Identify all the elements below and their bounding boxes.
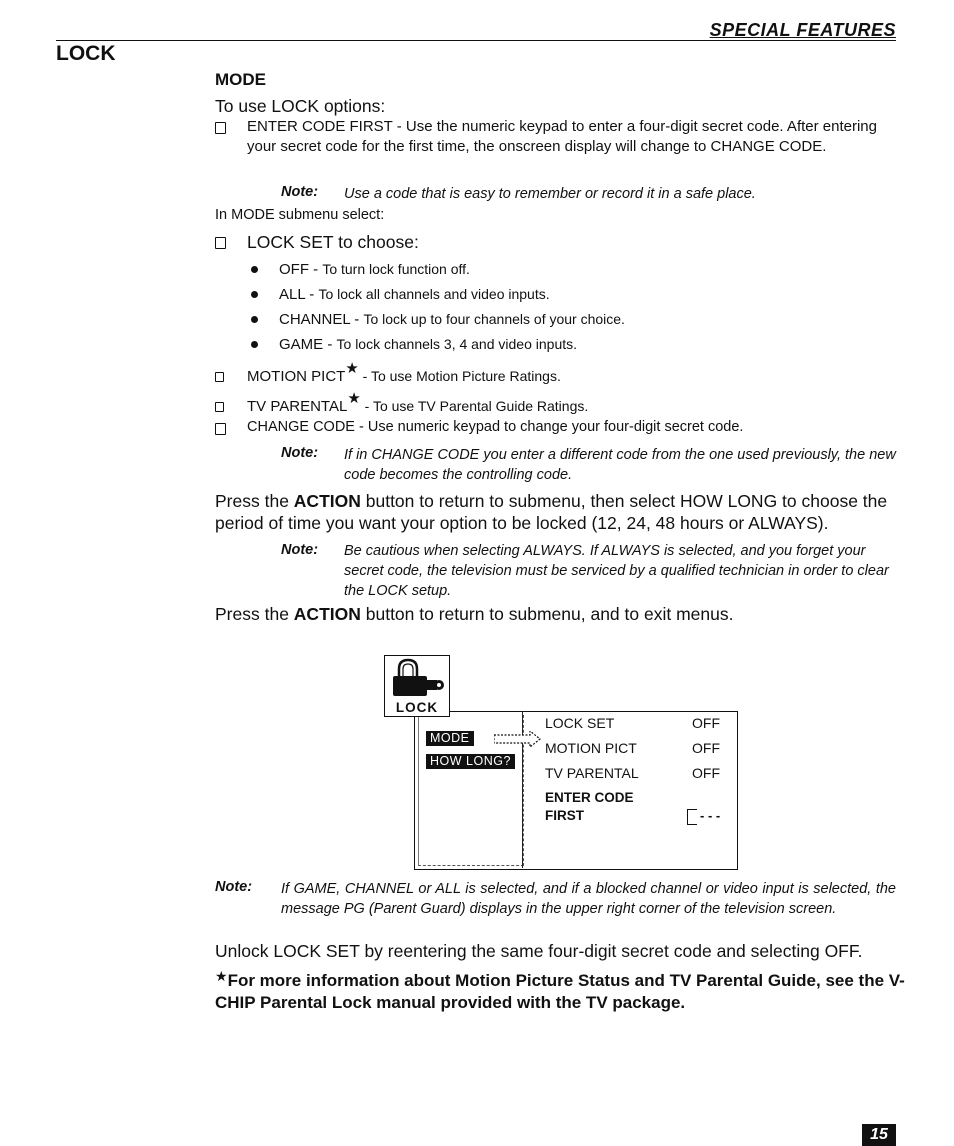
press-text: button to return to submenu, then select HOW LONG to choose the period of time you want your option to be locked (12, 24, 48 hours or ALWAYS). (215, 491, 888, 533)
note-text: Be cautious when selecting ALWAYS. If ALWAYS is selected, and you forget your secret code, the television must be serviced by a qualified technician in order to clear the LOCK setup. (344, 543, 889, 599)
first-label: FIRST (545, 808, 584, 823)
tv-parental-desc: - To use TV Parental Guide Ratings. (360, 398, 589, 414)
change-code-text: CHANGE CODE - Use numeric keypad to change your four-digit secret code. (247, 419, 744, 435)
note-label: Note: (281, 542, 319, 558)
code-cursor-icon (687, 809, 697, 825)
motion-pict-text (247, 360, 561, 385)
menu-row-value: OFF (692, 765, 720, 781)
star-icon: ★ (347, 390, 361, 407)
menu-row-value: OFF (692, 740, 720, 756)
enter-code-label: ENTER CODE (545, 790, 634, 805)
note-label: Note: (281, 445, 319, 461)
more-info-text (215, 970, 905, 1014)
note-text: Use a code that is easy to remember or record it in a safe place. (344, 186, 756, 202)
section-header: SPECIAL FEATURES (709, 20, 896, 40)
motion-pict-label: MOTION PICT (247, 368, 346, 385)
option-desc: To turn lock function off. (322, 261, 470, 277)
menu-row-label[interactable]: MOTION PICT (545, 740, 637, 756)
star-icon: ★ (215, 968, 228, 984)
option-name: OFF - (279, 261, 323, 278)
note-label: Note: (281, 184, 319, 200)
option-name: CHANNEL - (279, 311, 364, 328)
press-text: Press the (215, 491, 294, 511)
menu-item-how-long[interactable]: HOW LONG? (426, 754, 515, 769)
checkbox-square-icon (215, 402, 224, 412)
checkbox-square-icon (215, 423, 226, 435)
checkbox-square-icon (215, 122, 226, 134)
option-name: ALL - (279, 286, 319, 303)
bullet-icon (251, 291, 258, 298)
lock-set-text: LOCK SET to choose: (247, 232, 419, 252)
tv-parental-label: TV PARENTAL (247, 398, 348, 415)
action-keyword: ACTION (293, 604, 361, 624)
menu-row-value: OFF (692, 715, 720, 731)
option-game (279, 336, 577, 353)
mode-heading: MODE (215, 70, 266, 89)
mode-intro: To use LOCK options: (215, 96, 386, 116)
checkbox-square-icon (215, 372, 224, 382)
option-off (279, 261, 470, 278)
bullet-icon (251, 316, 258, 323)
note-label: Note: (215, 879, 253, 895)
unlock-text: Unlock LOCK SET by reentering the same four-digit secret code and selecting OFF. (215, 941, 863, 961)
option-desc: To lock up to four channels of your choice. (363, 311, 625, 327)
padlock-icon (385, 656, 449, 700)
menu-row-label[interactable]: TV PARENTAL (545, 765, 639, 781)
page-title: LOCK (56, 42, 116, 65)
header-rule (56, 40, 896, 41)
bullet-icon (251, 266, 258, 273)
more-info-body: For more information about Motion Picture Status and TV Parental Guide, see the V-CHIP Parental Lock manual provided with the TV package. (215, 971, 905, 1012)
press-text: Press the (215, 604, 294, 624)
note-text: If in CHANGE CODE you enter a different code from the one used previously, the new code becomes the controlling code. (344, 447, 896, 483)
press-text: button to return to submenu, and to exit menus. (360, 604, 734, 624)
page-number: 15 (862, 1124, 896, 1146)
option-desc: To lock channels 3, 4 and video inputs. (336, 336, 578, 352)
menu-item-mode[interactable]: MODE (426, 731, 474, 746)
code-input-display[interactable]: - - - (700, 808, 721, 823)
press-action-paragraph (215, 490, 905, 534)
arrow-right-icon (494, 731, 542, 747)
star-icon: ★ (345, 360, 359, 377)
press-action-paragraph (215, 603, 905, 625)
checkbox-square-icon (215, 237, 226, 249)
option-desc: To lock all channels and video inputs. (318, 286, 550, 302)
lock-icon-label: LOCK (395, 700, 439, 715)
option-channel (279, 311, 625, 328)
option-name: GAME - (279, 336, 337, 353)
option-all (279, 286, 550, 303)
submenu-select-text: In MODE submenu select: (215, 207, 385, 223)
enter-code-first-text: ENTER CODE FIRST - Use the numeric keypad to enter a four-digit secret code. After entering your secret code for the first time, the onscreen display will change to CHANGE CODE. (247, 118, 877, 155)
tv-parental-text (247, 390, 589, 415)
bullet-icon (251, 341, 258, 348)
motion-pict-desc: - To use Motion Picture Ratings. (358, 368, 561, 384)
action-keyword: ACTION (293, 491, 361, 511)
menu-row-label[interactable]: LOCK SET (545, 715, 615, 731)
note-text: If GAME, CHANNEL or ALL is selected, and if a blocked channel or video input is selected, the message PG (Parent Guard) displays in the upper right corner of the television screen. (281, 881, 896, 917)
